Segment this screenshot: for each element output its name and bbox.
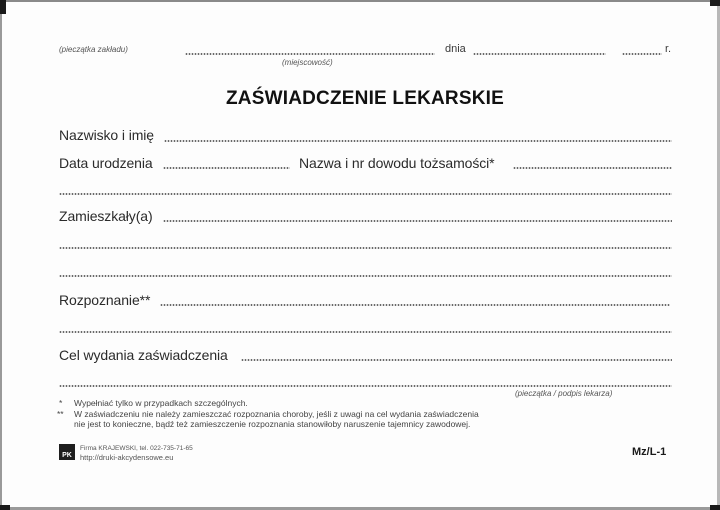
id-continuation-field[interactable]	[59, 193, 672, 195]
birth-date-label: Data urodzenia	[59, 155, 153, 171]
diagnosis-line-2[interactable]	[59, 331, 672, 333]
purpose-line-2[interactable]	[59, 385, 672, 387]
footnote-mark: *	[59, 398, 63, 408]
residence-line-3[interactable]	[59, 275, 672, 277]
residence-field[interactable]	[163, 220, 672, 222]
name-label: Nazwisko i imię	[59, 127, 154, 143]
purpose-label: Cel wydania zaświadczenia	[59, 347, 228, 363]
date-day-field[interactable]	[473, 53, 606, 55]
page-title: ZAŚWIADCZENIE LEKARSKIE	[226, 88, 504, 109]
diagnosis-field[interactable]	[160, 304, 670, 306]
footnote-1: Wypełniać tylko w przypadkach szczególnych.	[74, 398, 248, 408]
purpose-field[interactable]	[241, 359, 672, 361]
day-label: dnia	[445, 43, 466, 55]
corner-mark	[710, 505, 720, 510]
form-code: Mz/L-1	[632, 446, 667, 458]
publisher-name: Firma KRAJEWSKI, tel. 022-735-71-65	[80, 445, 193, 452]
residence-label: Zamieszkały(a)	[59, 208, 153, 224]
year-suffix: r.	[665, 43, 672, 55]
name-field[interactable]	[164, 140, 672, 142]
id-document-label: Nazwa i nr dowodu tożsamości*	[299, 155, 495, 171]
corner-mark	[0, 0, 6, 14]
publisher-logo-icon: PK	[59, 444, 75, 460]
footnote-2: W zaświadczeniu nie należy zamieszczać rozpoznania choroby, jeśli z uwagi na cel wydania zaświadczenia	[74, 409, 479, 419]
date-year-field[interactable]	[622, 53, 662, 55]
corner-mark	[710, 0, 720, 6]
stamp-label: (pieczątka zakładu)	[59, 45, 128, 54]
place-field[interactable]	[185, 53, 435, 55]
corner-mark	[0, 505, 10, 510]
diagnosis-label: Rozpoznanie**	[59, 292, 151, 308]
birth-date-field[interactable]	[163, 167, 290, 169]
place-label: (miejscowość)	[282, 58, 333, 67]
id-document-field[interactable]	[513, 167, 672, 169]
residence-line-2[interactable]	[59, 247, 672, 249]
footnote-2-continued: nie jest to konieczne, bądź też zamieszczenie rozpoznania stanowiłoby naruszenie tajemnicy zawodowej.	[74, 419, 471, 429]
publisher-url: http://druki-akcydensowe.eu	[80, 453, 174, 462]
footnote-mark: **	[57, 409, 64, 419]
signature-label: (pieczątka / podpis lekarza)	[515, 389, 613, 398]
